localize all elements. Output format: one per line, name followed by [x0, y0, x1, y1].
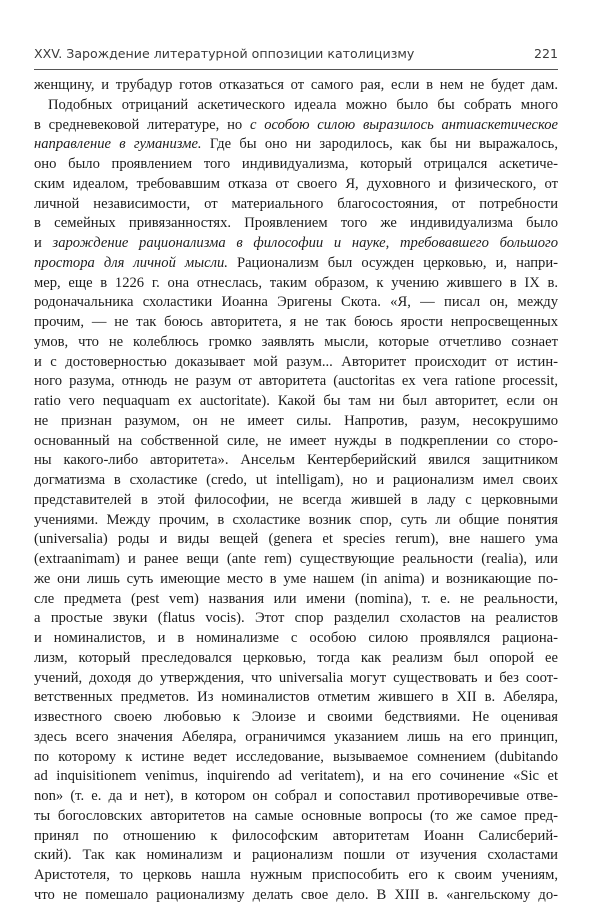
text-line	[34, 214, 558, 234]
text-line	[34, 609, 558, 629]
text-line	[34, 688, 558, 708]
text-line	[34, 728, 558, 748]
text-run: и с достоверностью доказывает мой разум... Авторитет происходит от истин-	[34, 353, 558, 370]
page-number: 221	[533, 46, 558, 61]
text-line	[34, 175, 558, 195]
text-run: ветственных предметов. Из номиналистов отметим жившего в XII в. Абеляра,	[34, 689, 558, 706]
text-line	[34, 708, 558, 728]
chapter-title: XXV. Зарождение литературной оппозиции католицизму	[34, 46, 415, 61]
text-line	[34, 807, 558, 827]
text-run: представителей в этой философии, не всегда жившей в ладу с церковными	[34, 491, 558, 508]
text-run: non» (т. е. да и нет), в котором он собрал и сопоставил противоречивые отве-	[34, 788, 558, 804]
text-run: мер, еще в 1226 г. она отнеслась, таким образом, к учению жившего в IX в.	[34, 274, 558, 291]
text-line	[34, 234, 558, 254]
emphasis-text: простора для личной мысли.	[34, 254, 228, 271]
text-run: по которому к истине ведет исследование, вызываемое сомнением (dubitando	[34, 748, 558, 765]
text-run: лизм, который преследовался церковью, тогда как реализм был опорой ее	[34, 649, 558, 666]
text-run: известного своею любовью к Элоизе и своими бедствиями. Не оценивая	[34, 709, 558, 725]
text-line	[34, 511, 558, 531]
text-line	[34, 629, 558, 649]
text-line	[34, 412, 558, 432]
text-run: ский). Так как номинализм и рационализм пошли от изучения схоластами	[34, 847, 558, 864]
text-run: и номиналистов, и в номинализме с особою силою проявлялся рациона-	[34, 630, 558, 646]
text-line	[34, 372, 558, 392]
text-run: личной независимости, от материального благосостояния, от потребности	[34, 195, 558, 212]
text-line	[34, 195, 558, 215]
text-run: ским идеалом, требовавшим отказа от своего Я, духовного и физического, от	[34, 175, 558, 192]
text-run: Аристотеля, то церковь нашла нужным приспособить его к своим учениям,	[34, 867, 558, 883]
text-line	[34, 866, 558, 886]
text-run: сле предмета (pest vem) названия или имени (nomina), т. е. не реальности,	[34, 590, 558, 607]
text-run: прочим, — не так боюсь авторитета, я не так боюсь ярости непросвещенных	[34, 314, 558, 330]
text-line	[34, 471, 558, 491]
text-line	[34, 451, 558, 471]
text-run: в семейных привязанностях. Проявлением того же индивидуализма было	[34, 215, 558, 232]
text-line	[34, 649, 558, 669]
text-run: основанный на собственной силе, не имеет нужды в подкреплении со сторо-	[34, 432, 558, 449]
text-run: здесь всего значения Абеляра, ограничимся указанием лишь на его принцип,	[34, 728, 558, 745]
text-run: Подобных отрицаний аскетического идеала можно было бы собрать много	[48, 96, 558, 113]
text-run: Рационализм был осужден церковью, и, напри-	[227, 254, 558, 271]
text-run: ты богословских авторитетов на самые основные вопросы (то же самое пред-	[34, 807, 558, 824]
text-run: не признан разумом, он не имеет силы. Напротив, разум, несокрушимо	[34, 412, 558, 429]
text-line	[34, 293, 558, 313]
text-line	[34, 96, 558, 116]
text-line	[34, 886, 558, 906]
text-run: родоначальника схоластики Иоанна Эригены Скота. «Я, — писал он, между	[34, 294, 558, 311]
text-line	[34, 116, 558, 136]
emphasis-text: зарождение рационализма в философии и науке, требовавшего большого	[52, 235, 558, 251]
text-run: (extraanimam) и ранее вещи (ante rem) существующие реальности (realia), или	[34, 551, 558, 567]
text-line	[34, 827, 558, 847]
text-line	[34, 274, 558, 294]
text-run: оно было проявлением того индивидуализма, который отрицался аскетиче-	[34, 156, 558, 172]
text-run: принял по отношению к философским авторитетам Иоанн Салисберий-	[34, 827, 558, 844]
text-line	[34, 767, 558, 787]
text-line	[34, 590, 558, 610]
text-run: ratio vero nequaquam ex auctoritate). Какой бы там ни был авторитет, если он	[34, 393, 558, 409]
running-header	[34, 46, 558, 68]
text-line	[34, 570, 558, 590]
text-run: же они лишь суть имеющие место в уме нашем (in anima) и возникающие по-	[34, 570, 558, 587]
text-run: умов, что не колеблюсь громко заявлять мысли, которые отчетливо сознает	[34, 333, 558, 350]
body-text	[34, 76, 558, 906]
text-run: ad inquisitionem venimus, inquirendo ad veritatem), и на его сочинение «Sic et	[34, 768, 558, 785]
text-line	[34, 392, 558, 412]
text-run: учениями. Между прочим, в схоластике возник спор, суть ли общие понятия	[34, 511, 558, 528]
text-line	[34, 846, 558, 866]
text-run: догматизма в схоластике (credo, ut intelligam), но и рационализм имел своих	[34, 472, 558, 488]
text-line	[34, 333, 558, 353]
text-line	[34, 432, 558, 452]
text-line	[34, 550, 558, 570]
text-line	[34, 254, 558, 274]
emphasis-text: направление в гуманизме.	[34, 136, 202, 153]
text-line	[34, 530, 558, 550]
text-run: Где бы оно ни зародилось, как бы ни выражалось,	[201, 136, 558, 153]
text-line	[34, 76, 558, 96]
text-run: ного разума, отнюдь не разум от авторитета (auctoritas ex vera ratione processit,	[34, 373, 558, 390]
header-rule	[34, 69, 558, 70]
text-line	[34, 155, 558, 175]
text-run: что не помешало рационализму делать свое дело. В XIII в. «ангельскому до-	[34, 886, 558, 903]
text-run: ны какого-либо авторитета». Ансельм Кентерберийский явился защитником	[34, 452, 558, 469]
text-line	[34, 748, 558, 768]
text-run: и	[34, 235, 53, 251]
text-line	[34, 135, 558, 155]
emphasis-text: с особою силою выразилось антиаскетическое	[249, 116, 558, 133]
text-run: в средневековой литературе, но	[34, 116, 250, 133]
text-run: а простые звуки (flatus vocis). Этот спор разделил схоластов на реалистов	[34, 610, 558, 627]
text-line	[34, 669, 558, 689]
text-line	[34, 787, 558, 807]
text-run: (universalia) роды и виды вещей (genera et species rerum), вне нашего ума	[34, 531, 558, 548]
text-run: женщину, и трубадур готов отказаться от самого рая, если в нем не будет дам.	[34, 77, 558, 93]
text-line	[34, 353, 558, 373]
text-line	[34, 313, 558, 333]
text-line	[34, 491, 558, 511]
text-run: учений, доходя до утверждения, что universalia могут существовать и без соот-	[34, 669, 558, 686]
